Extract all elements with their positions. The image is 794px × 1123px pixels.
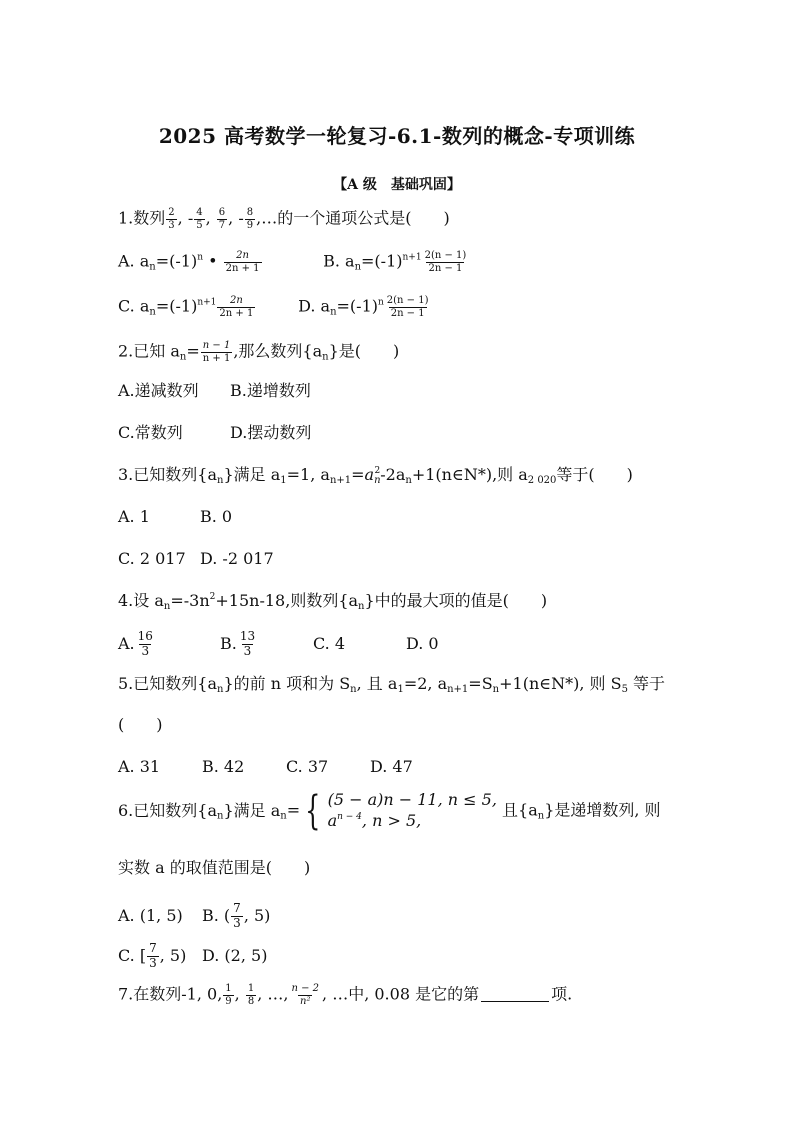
option-c: C.常数列	[118, 423, 183, 442]
fraction: $\frac{8}{9}$	[246, 207, 254, 231]
option-d: D. 47	[370, 757, 413, 776]
question-1-options-ab	[118, 250, 469, 274]
question-2-options-cd	[118, 425, 311, 441]
question-3-options-cd	[118, 551, 274, 567]
option-a: A.递减数列	[118, 381, 199, 400]
option-d: D. 0	[406, 633, 439, 653]
question-6-line-2: 实数 a 的取值范围是( )	[118, 858, 311, 877]
option-a: A. (1, 5)	[118, 905, 183, 925]
option-d: D. (2, 5)	[202, 945, 268, 965]
option-b: B.递增数列	[230, 381, 311, 400]
answer-blank[interactable]	[481, 1001, 549, 1002]
question-5: 5.已知数列$\{a_n\}$的前 n 项和为 $S_n$, 且 $a_1=2$, $a_{n+1}=S_n+1(n\in N*)$, 则 $S_5$ 等于	[118, 674, 666, 695]
page-title: 2025 高考数学一轮复习-6.1-数列的概念-专项训练	[158, 124, 636, 148]
fraction: $\frac{6}{7}$	[218, 207, 226, 231]
option-d: D. -2 017	[200, 549, 274, 568]
question-1: 1.数列 $\frac{2}{3}$ , - $\frac{4}{5}$ , $\frac{6}{7}$ , - $\frac{8}{9}$ ,…的一个通项公式是( )	[118, 207, 450, 231]
question-4-options	[118, 630, 439, 659]
option-b: B. $a_n=(-1)^{n+1}$ $\frac{2(n - 1)}{2n - 1}$	[323, 250, 467, 274]
option-a: A. $\frac{16}{3}$	[118, 629, 153, 658]
option-d: D.摆动数列	[230, 423, 312, 442]
option-b: B. 0	[200, 507, 233, 526]
question-2: 2.已知 $a_n=$ $\frac{n - 1}{n + 1}$ ,那么数列$\{a_n\}$是( )	[118, 340, 400, 364]
option-b: B. 42	[202, 757, 245, 776]
question-5-options	[118, 759, 413, 775]
piecewise-definition: { (5 − a)n − 11, n ≤ 5, $a^{n - 4}$, n > 5,	[305, 787, 497, 834]
question-2-options-ab	[118, 383, 311, 399]
option-c: C. 2 017	[118, 549, 186, 568]
question-3-options-ab	[118, 509, 232, 525]
option-a: A. $a_n=(-1)^n$ • $\frac{2n}{2n + 1}$	[118, 250, 260, 274]
option-b: B. $\frac{13}{3}$	[220, 629, 256, 658]
question-1-options-cd	[118, 295, 432, 319]
option-c: C. [ $\frac{7}{3}$ , 5)	[118, 941, 187, 970]
question-4: 4.设 $a_n=-3n^2+15n-18$,则数列$\{a_n\}$中的最大项的值是( )	[118, 591, 548, 612]
option-c: C. 37	[286, 757, 329, 776]
option-a: A. 1	[118, 507, 150, 526]
question-7: 7.在数列-1, 0, $\frac{1}{9}$ , $\frac{1}{8}$ , …, $\frac{n - 2}{\text{n²}}$ , …中, 0.08 是它的第 项.	[118, 983, 573, 1007]
question-3: 3.已知数列$\{a_n\}$满足 $a_1=1$, $a_{n+1}=a_n^2-2a_n+1(n\in N*)$,则 $a_{2 020}$等于( )	[118, 465, 633, 486]
question-5-paren: ( )	[118, 715, 163, 734]
option-c: C. $a_n=(-1)^{n+1}$ $\frac{2n}{2n + 1}$	[118, 295, 254, 319]
question-6-options-cd	[118, 942, 267, 971]
option-b: B. ( $\frac{7}{3}$ , 5)	[202, 901, 271, 930]
section-heading: 【A 级 基础巩固】	[333, 177, 461, 193]
question-6-options-ab	[118, 902, 270, 931]
option-d: D. $a_n=(-1)^n$ $\frac{2(n - 1)}{2n - 1}$	[298, 295, 429, 319]
question-6: 6.已知数列$\{a_n\}$满足 $a_n=$ { (5 − a)n − 11, n ≤ 5, $a^{n - 4}$, n > 5, 且$\{a_n\}$是递增数列, 则	[118, 787, 661, 834]
fraction: $\frac{2}{3}$	[168, 207, 175, 231]
fraction: $\frac{4}{5}$	[196, 207, 203, 231]
option-a: A. 31	[118, 757, 161, 776]
option-c: C. 4	[313, 633, 346, 653]
